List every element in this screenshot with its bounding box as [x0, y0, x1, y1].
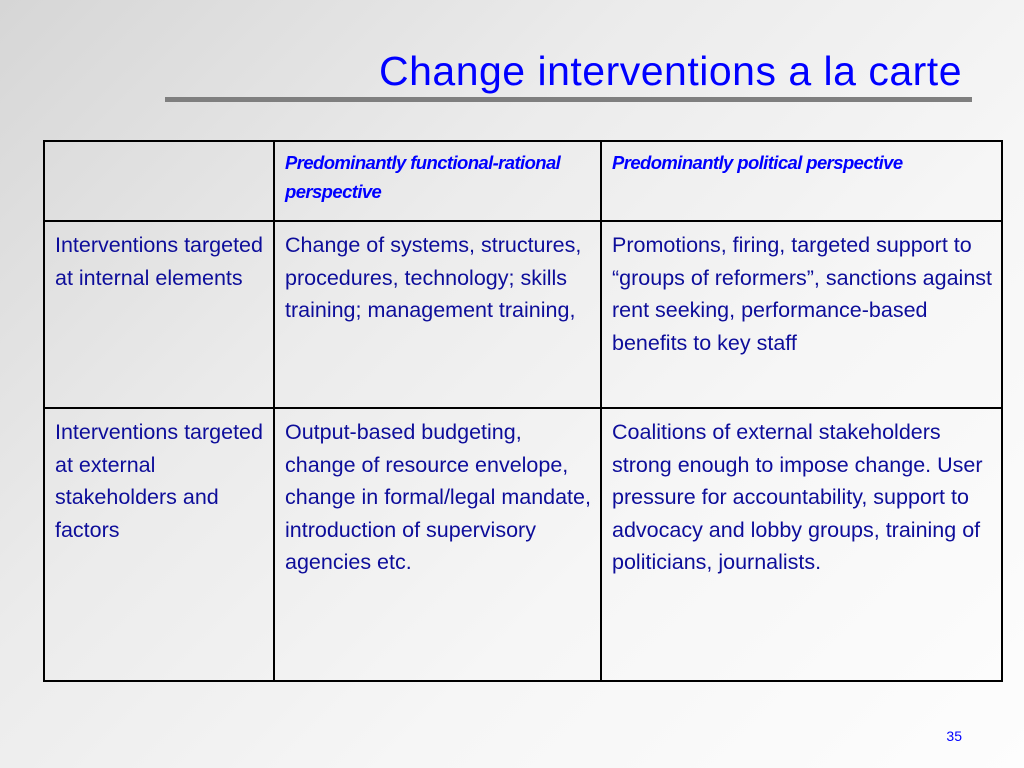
cell-internal-political: Promotions, firing, targeted support to “groups of reformers”, sanctions against rent seeking, performance-based benefits to key staff	[601, 221, 1002, 408]
table-header-row	[44, 141, 1002, 221]
row-label-internal: Interventions targeted at internal elements	[44, 221, 274, 408]
cell-external-political: Coalitions of external stakeholders strong enough to impose change. User pressure for accountability, support to advocacy and lobby groups, training of politicians, journalists.	[601, 408, 1002, 681]
table-row-external	[44, 408, 1002, 681]
interventions-table	[43, 140, 1003, 682]
cell-external-functional: Output-based budgeting, change of resource envelope, change in formal/legal mandate, introduction of supervisory agencies etc.	[274, 408, 601, 681]
title-underline-divider	[165, 97, 972, 102]
slide-title: Change interventions a la carte	[378, 48, 962, 94]
page-number: 35	[946, 728, 962, 744]
table-row-internal	[44, 221, 1002, 408]
header-cell-empty	[44, 141, 274, 221]
cell-internal-functional: Change of systems, structures, procedures, technology; skills training; management training,	[274, 221, 601, 408]
header-functional-rational: Predominantly functional-rational perspective	[274, 141, 601, 221]
row-label-external: Interventions targeted at external stakeholders and factors	[44, 408, 274, 681]
header-political: Predominantly political perspective	[601, 141, 1002, 221]
